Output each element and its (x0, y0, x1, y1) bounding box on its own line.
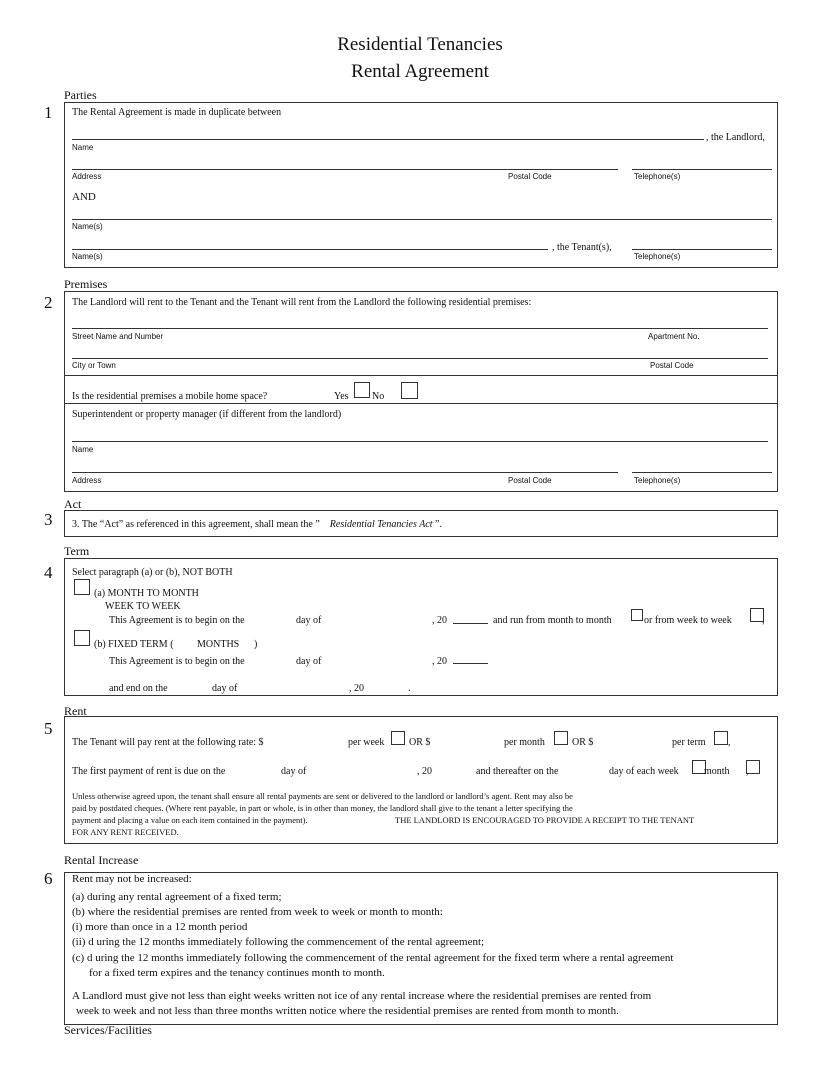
superintendent-label: Superintendent or property manager (if different from the landlord) (72, 409, 342, 420)
section-1-number: 1 (44, 103, 53, 122)
first-payment-year: , 20 (417, 766, 432, 777)
city-label: City or Town (72, 361, 116, 370)
first-payment-day-of: day of (281, 766, 307, 777)
superintendent-name-label: Name (72, 445, 94, 454)
term-a-day-of: day of (296, 615, 322, 626)
each-month-checkbox[interactable] (746, 760, 760, 774)
section-1-box (64, 102, 778, 268)
increase-line-3: (b) where the residential premises are rented from week to week or month to month: (72, 906, 443, 918)
landlord-address-label: Address (72, 172, 102, 181)
mobile-home-question: Is the residential premises a mobile home space? (72, 391, 268, 402)
apartment-label: Apartment No. (648, 332, 700, 341)
landlord-postal-label: Postal Code (508, 172, 552, 181)
rent-paragraph-line-4: FOR ANY RENT RECEIVED. (72, 827, 179, 837)
term-a-label-2: WEEK TO WEEK (105, 601, 181, 612)
yes-checkbox[interactable] (354, 382, 370, 398)
superintendent-telephone-label: Telephone(s) (634, 476, 681, 485)
term-a-year: , 20 (432, 615, 447, 626)
tenant-names-label-1: Name(s) (72, 222, 103, 231)
parties-intro: The Rental Agreement is made in duplicate between (72, 107, 282, 118)
divider (64, 403, 778, 404)
and-label: AND (72, 191, 96, 203)
act-text (72, 519, 442, 530)
term-b-year: , 20 (432, 656, 447, 667)
landlord-name-field[interactable] (72, 139, 704, 140)
term-b-paren: ) (254, 639, 258, 650)
section-5-number: 5 (44, 719, 53, 738)
section-3-number: 3 (44, 510, 53, 529)
term-a-checkbox[interactable] (74, 579, 90, 595)
tenant-names-field-2[interactable] (72, 249, 548, 250)
yes-label: Yes (334, 391, 349, 402)
rent-receipt-notice: THE LANDLORD IS ENCOURAGED TO PROVIDE A RECEIPT TO THE TENANT (395, 815, 695, 825)
superintendent-address-field[interactable] (72, 472, 618, 473)
increase-line-5: (ii) d uring the 12 months immediately following the commencement of the rental agreement; (72, 936, 485, 948)
term-select-instruction: Select paragraph (a) or (b), NOT BOTH (72, 567, 233, 578)
increase-line-9: week to week and not less than three months written notice where the residential premises are rented from month to month. (76, 1005, 619, 1017)
no-checkbox[interactable] (401, 382, 418, 399)
term-b-day-of: day of (296, 656, 322, 667)
section-2-number: 2 (44, 293, 53, 312)
tenant-names-field-1[interactable] (72, 219, 772, 220)
thereafter-label: and thereafter on the (476, 766, 559, 777)
rent-paragraph-line-3: payment and placing a value on each item contained in the payment). (72, 815, 308, 825)
increase-line-6: (c) d uring the 12 months immediately following the commencement of the rental agreement for the fixed term where a rental agreement (72, 952, 674, 964)
term-a-year-field[interactable] (453, 623, 488, 624)
divider (64, 375, 778, 376)
term-b-end-year: , 20 (349, 683, 364, 694)
act-text-c: ”. (435, 519, 442, 530)
term-a-begin: This Agreement is to begin on the (109, 615, 245, 626)
term-a-label: (a) MONTH TO MONTH (94, 588, 199, 599)
street-field[interactable] (72, 328, 768, 329)
rent-rate-label: The Tenant will pay rent at the following rate: $ (72, 737, 264, 748)
term-b-end-day-of: day of (212, 683, 238, 694)
per-term-label: per term (672, 737, 706, 748)
term-b-checkbox[interactable] (74, 630, 90, 646)
term-a-run-month: and run from month to month (493, 615, 612, 626)
landlord-name-label: Name (72, 143, 94, 152)
premises-intro: The Landlord will rent to the Tenant and the Tenant will rent from the Landlord the following residential premises: (72, 297, 532, 308)
section-7-label: Services/Facilities (64, 1023, 152, 1037)
term-b-begin: This Agreement is to begin on the (109, 656, 245, 667)
increase-line-7: for a fixed term expires and the tenancy continues month to month. (89, 967, 385, 979)
section-6-number: 6 (44, 869, 53, 888)
term-b-months: MONTHS (197, 639, 240, 650)
increase-line-2: (a) during any rental agreement of a fixed term; (72, 891, 282, 903)
city-field[interactable] (72, 358, 768, 359)
term-a-or-week: or from week to week (644, 615, 732, 626)
landlord-suffix: , the Landlord, (706, 132, 765, 143)
superintendent-postal-label: Postal Code (508, 476, 552, 485)
section-3-label: Act (64, 497, 82, 511)
first-payment-label: The first payment of rent is due on the (72, 766, 226, 777)
section-5-label: Rent (64, 704, 87, 718)
landlord-telephone-field[interactable] (632, 169, 772, 170)
section-4-label: Term (64, 544, 90, 558)
title-line-2: Rental Agreement (351, 61, 489, 82)
superintendent-telephone-field[interactable] (632, 472, 772, 473)
landlord-address-field[interactable] (72, 169, 618, 170)
no-label: No (372, 391, 385, 402)
per-week-checkbox[interactable] (391, 731, 405, 745)
month-label: month (704, 766, 730, 777)
term-b-end: and end on the (109, 683, 168, 694)
or-label-1: OR $ (409, 737, 431, 748)
each-week-label: day of each week (609, 766, 679, 777)
increase-line-4: (i) more than once in a 12 month period (72, 921, 248, 933)
section-4-box (64, 558, 778, 696)
per-term-checkbox[interactable] (714, 731, 728, 745)
rent-comma: , (728, 737, 731, 748)
title-line-1: Residential Tenancies (337, 34, 503, 55)
section-2-label: Premises (64, 277, 108, 291)
term-b-label: (b) FIXED TERM ( (94, 639, 174, 650)
premises-postal-label: Postal Code (650, 361, 694, 370)
term-b-period: . (408, 683, 411, 694)
superintendent-name-field[interactable] (72, 441, 768, 442)
superintendent-address-label: Address (72, 476, 102, 485)
rent-paragraph-line-1: Unless otherwise agreed upon, the tenant shall ensure all rental payments are sent or delivered to the landlord or landlord’s agent. Rent may also be (72, 791, 573, 801)
per-month-label: per month (504, 737, 545, 748)
section-6-label: Rental Increase (64, 853, 139, 867)
rent-paragraph-line-2: paid by postdated cheques. (Where rent payable, in part or whole, is in other than money, the landlord shall give to the tenant a letter specifying the (72, 803, 573, 813)
tenant-suffix: , the Tenant(s), (552, 242, 612, 253)
term-b-year-field[interactable] (453, 663, 488, 664)
or-label-2: OR $ (572, 737, 594, 748)
per-month-checkbox[interactable] (554, 731, 568, 745)
act-name: Residential Tenancies Act (329, 519, 433, 530)
section-4-number: 4 (44, 563, 53, 582)
tenant-names-label-2: Name(s) (72, 252, 103, 261)
increase-line-8: A Landlord must give not less than eight weeks written not ice of any rental increase where the residential premises are rented from (72, 990, 652, 1002)
month-to-month-checkbox[interactable] (631, 609, 643, 621)
act-text-a: 3. The “Act” as referenced in this agreement, shall mean the ” (72, 519, 320, 530)
section-1-label: Parties (64, 88, 97, 102)
tenant-telephone-field[interactable] (632, 249, 772, 250)
per-week-label: per week (348, 737, 385, 748)
increase-line-1: Rent may not be increased: (72, 873, 192, 885)
term-a-comma: , (762, 615, 765, 626)
tenant-telephone-label: Telephone(s) (634, 252, 681, 261)
street-label: Street Name and Number (72, 332, 164, 341)
landlord-telephone-label: Telephone(s) (634, 172, 681, 181)
